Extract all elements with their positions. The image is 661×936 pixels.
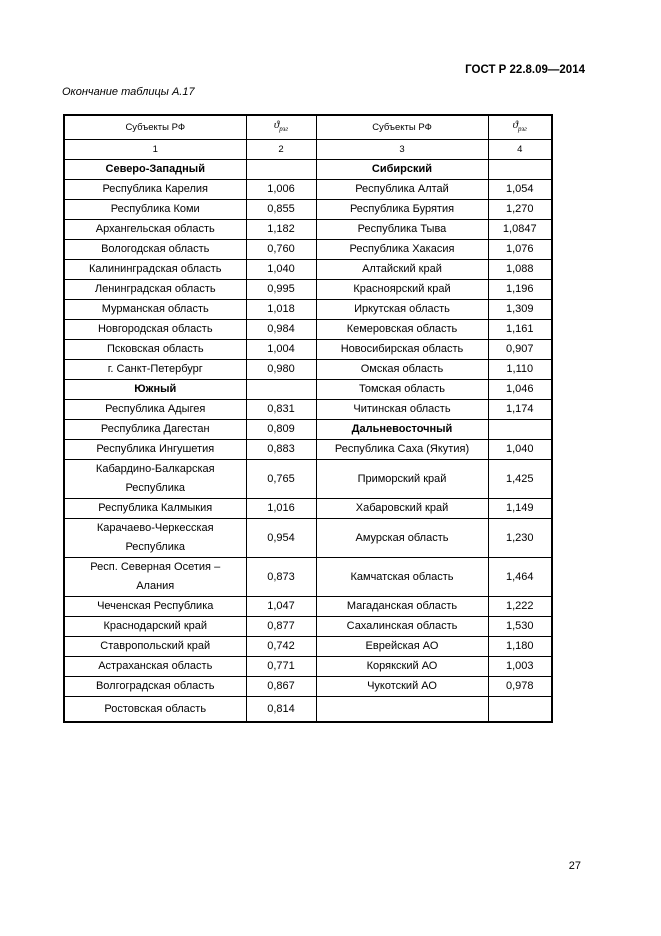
table-row (64, 260, 552, 280)
page-number: 27 (568, 860, 581, 872)
table-row (64, 200, 552, 220)
table-row (64, 460, 552, 499)
coefficient-value: 1,161 (488, 320, 552, 340)
header-col4-subscript: рзг (518, 125, 527, 134)
subject-name: Республика Коми (64, 200, 246, 220)
subject-name: Республика Калмыкия (64, 499, 246, 519)
subject-name: Дальневосточный (316, 420, 488, 440)
coefficient-value: 1,180 (488, 637, 552, 657)
table-header-row (64, 115, 552, 140)
table-row (64, 360, 552, 380)
coefficient-value: 0,877 (246, 617, 316, 637)
coefficient-value: 1,047 (246, 597, 316, 617)
table-row (64, 558, 552, 597)
subject-name: Хабаровский край (316, 499, 488, 519)
coefficient-value: 1,230 (488, 519, 552, 558)
coefficient-value: 1,003 (488, 657, 552, 677)
coefficient-value: 0,771 (246, 657, 316, 677)
header-col1: Субъекты РФ (64, 115, 246, 140)
coefficient-value: 1,425 (488, 460, 552, 499)
coefficient-value: 1,174 (488, 400, 552, 420)
subject-name: Томская область (316, 380, 488, 400)
header-col2-subscript: рзг (279, 125, 289, 134)
coefficient-value: 1,0847 (488, 220, 552, 240)
coefficient-value (246, 160, 316, 180)
subject-name: Ростовская область (64, 697, 246, 723)
subject-name-line: Карачаево-Черкесская (96, 522, 214, 535)
coefficient-value: 1,016 (246, 499, 316, 519)
subject-name: Корякский АО (316, 657, 488, 677)
subject-name: г. Санкт-Петербург (64, 360, 246, 380)
subject-name: Астраханская область (64, 657, 246, 677)
coefficient-value: 1,040 (488, 440, 552, 460)
subject-name: Республика Дагестан (64, 420, 246, 440)
table-row (64, 300, 552, 320)
subject-name: Амурская область (316, 519, 488, 558)
table-row (64, 499, 552, 519)
subject-name: Чеченская Республика (64, 597, 246, 617)
coefficient-value (488, 160, 552, 180)
coefficient-value: 1,018 (246, 300, 316, 320)
coefficient-value: 1,309 (488, 300, 552, 320)
subject-name: Сибирский (316, 160, 488, 180)
table-row (64, 380, 552, 400)
subject-name: Мурманская область (64, 300, 246, 320)
coefficients-table (63, 114, 553, 723)
coefficient-value: 1,054 (488, 180, 552, 200)
subject-name (316, 697, 488, 723)
header-col4-symbol: ϑ (512, 119, 519, 131)
subject-name: Республика Тыва (316, 220, 488, 240)
coefficient-value: 0,760 (246, 240, 316, 260)
coefficient-value: 0,995 (246, 280, 316, 300)
subject-name: Ленинградская область (64, 280, 246, 300)
subject-name: Иркутская область (316, 300, 488, 320)
coefficient-value: 0,765 (246, 460, 316, 499)
subject-name: Волгоградская область (64, 677, 246, 697)
header-col4 (488, 115, 552, 140)
subject-name: Алтайский край (316, 260, 488, 280)
subject-name: Калининградская область (64, 260, 246, 280)
coefficient-value (488, 420, 552, 440)
table-row (64, 677, 552, 697)
subject-name: Республика Хакасия (316, 240, 488, 260)
coefficient-value (246, 380, 316, 400)
coefficient-value: 0,873 (246, 558, 316, 597)
subject-name: Республика Бурятия (316, 200, 488, 220)
coefficient-value: 0,954 (246, 519, 316, 558)
coefficient-value: 1,076 (488, 240, 552, 260)
header-col2 (246, 115, 316, 140)
coefficient-value: 0,855 (246, 200, 316, 220)
subject-name: Архангельская область (64, 220, 246, 240)
subject-name: Республика Ингушетия (64, 440, 246, 460)
subject-name: Вологодская область (64, 240, 246, 260)
subject-name: Республика Алтай (316, 180, 488, 200)
subject-name: Новгородская область (64, 320, 246, 340)
table-row (64, 657, 552, 677)
column-number-row (64, 140, 552, 160)
coefficient-value: 1,006 (246, 180, 316, 200)
coefficient-value: 0,831 (246, 400, 316, 420)
subject-name: Чукотский АО (316, 677, 488, 697)
coefficient-value: 0,814 (246, 697, 316, 723)
table-row (64, 160, 552, 180)
coefficient-value: 0,867 (246, 677, 316, 697)
coefficient-value: 1,464 (488, 558, 552, 597)
table-row (64, 180, 552, 200)
coefficient-value: 1,182 (246, 220, 316, 240)
coefficient-value: 1,149 (488, 499, 552, 519)
coefficient-value: 1,004 (246, 340, 316, 360)
subject-name-line: Республика (125, 482, 186, 495)
coefficient-value: 0,809 (246, 420, 316, 440)
column-number: 2 (246, 140, 316, 160)
subject-name: Республика Саха (Якутия) (316, 440, 488, 460)
table-row (64, 320, 552, 340)
subject-name: Приморский край (316, 460, 488, 499)
subject-name: Красноярский край (316, 280, 488, 300)
table-row (64, 240, 552, 260)
coefficient-value (488, 697, 552, 723)
coefficient-value: 0,883 (246, 440, 316, 460)
subject-name: Новосибирская область (316, 340, 488, 360)
subject-name (64, 460, 246, 499)
subject-name (64, 519, 246, 558)
coefficient-value: 1,222 (488, 597, 552, 617)
table-row (64, 440, 552, 460)
coefficient-value: 1,270 (488, 200, 552, 220)
column-number: 1 (64, 140, 246, 160)
column-number: 4 (488, 140, 552, 160)
subject-name (64, 558, 246, 597)
coefficient-value: 1,110 (488, 360, 552, 380)
coefficient-value: 0,907 (488, 340, 552, 360)
coefficient-value: 1,530 (488, 617, 552, 637)
subject-name: Псковская область (64, 340, 246, 360)
header-col2-symbol: ϑ (273, 119, 280, 131)
coefficient-value: 0,984 (246, 320, 316, 340)
subject-name-line: Респ. Северная Осетия – (90, 561, 221, 574)
subject-name-line: Кабардино-Балкарская (95, 463, 215, 476)
subject-name: Сахалинская область (316, 617, 488, 637)
subject-name: Северо-Западный (64, 160, 246, 180)
table-row (64, 519, 552, 558)
standard-number: ГОСТ Р 22.8.09—2014 (465, 64, 585, 76)
table-row (64, 597, 552, 617)
subject-name: Камчатская область (316, 558, 488, 597)
subject-name: Еврейская АО (316, 637, 488, 657)
subject-name: Краснодарский край (64, 617, 246, 637)
coefficient-value: 1,046 (488, 380, 552, 400)
subject-name: Ставропольский край (64, 637, 246, 657)
table-caption: Окончание таблицы А.17 (62, 86, 195, 98)
table-row (64, 220, 552, 240)
subject-name: Омская область (316, 360, 488, 380)
table-row (64, 280, 552, 300)
table-row (64, 400, 552, 420)
table-row (64, 697, 552, 723)
coefficient-value: 0,980 (246, 360, 316, 380)
coefficient-value: 0,742 (246, 637, 316, 657)
header-col3: Субъекты РФ (316, 115, 488, 140)
table-row (64, 637, 552, 657)
coefficient-value: 1,040 (246, 260, 316, 280)
subject-name-line: Республика (125, 541, 186, 554)
subject-name: Магаданская область (316, 597, 488, 617)
coefficient-value: 1,196 (488, 280, 552, 300)
table-row (64, 617, 552, 637)
column-number: 3 (316, 140, 488, 160)
subject-name: Южный (64, 380, 246, 400)
subject-name-line: Алания (136, 580, 175, 593)
subject-name: Кемеровская область (316, 320, 488, 340)
subject-name: Республика Карелия (64, 180, 246, 200)
coefficient-value: 1,088 (488, 260, 552, 280)
coefficient-value: 0,978 (488, 677, 552, 697)
table-row (64, 420, 552, 440)
subject-name: Читинская область (316, 400, 488, 420)
table-row (64, 340, 552, 360)
subject-name: Республика Адыгея (64, 400, 246, 420)
